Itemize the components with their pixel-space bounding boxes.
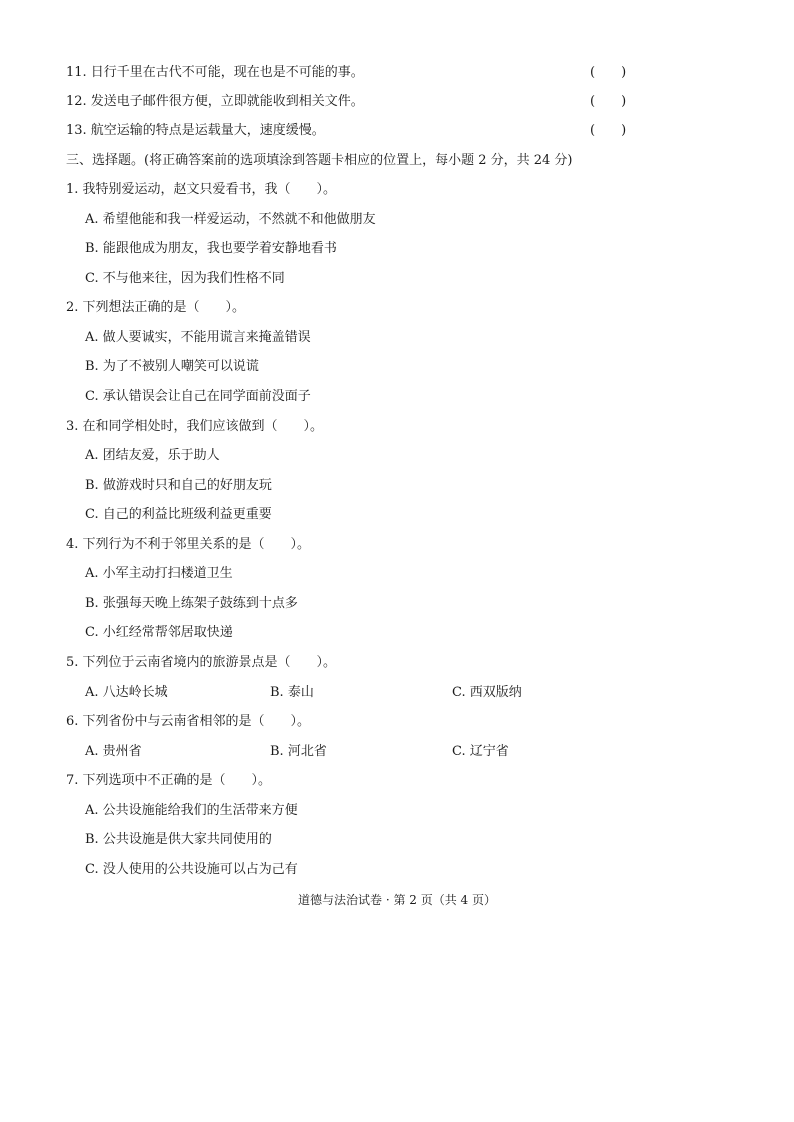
question-3-stem: 3. 在和同学相处时，我们应该做到（ ）。	[66, 419, 324, 434]
question-1-option-c: C. 不与他来往，因为我们性格不同	[85, 271, 285, 286]
question-6-option-a: A. 贵州省	[85, 744, 142, 759]
question-6-option-b: B. 河北省	[270, 744, 327, 759]
question-4-stem: 4. 下列行为不利于邻里关系的是（ ）。	[66, 537, 311, 552]
question-6-option-c: C. 辽宁省	[452, 744, 509, 759]
judge-item-11: 11. 日行千里在古代不可能，现在也是不可能的事。	[66, 65, 364, 80]
question-3-option-b: B. 做游戏时只和自己的好朋友玩	[85, 478, 272, 493]
question-7-option-c: C. 没人使用的公共设施可以占为己有	[85, 862, 298, 877]
question-4-option-b: B. 张强每天晚上练架子鼓练到十点多	[85, 596, 298, 611]
question-5-stem: 5. 下列位于云南省境内的旅游景点是（ ）。	[66, 655, 337, 670]
page-footer: 道德与法治试卷 · 第 2 页（共 4 页）	[298, 893, 496, 907]
question-7-option-a: A. 公共设施能给我们的生活带来方便	[85, 803, 298, 818]
judge-item-13: 13. 航空运输的特点是运载量大，速度缓慢。	[66, 123, 325, 138]
question-7-option-b: B. 公共设施是供大家共同使用的	[85, 832, 272, 847]
question-1-stem: 1. 我特别爱运动，赵文只爱看书，我（ ）。	[66, 182, 337, 197]
question-5-option-b: B. 泰山	[270, 685, 314, 700]
question-2-option-a: A. 做人要诚实，不能用谎言来掩盖错误	[85, 330, 311, 345]
question-6-stem: 6. 下列省份中与云南省相邻的是（ ）。	[66, 714, 311, 729]
question-2-stem: 2. 下列想法正确的是（ ）。	[66, 300, 246, 315]
judge-blank-13: ( )	[590, 123, 627, 138]
question-3-option-c: C. 自己的利益比班级利益更重要	[85, 507, 272, 522]
question-4-option-c: C. 小红经常帮邻居取快递	[85, 625, 233, 640]
judge-item-12: 12. 发送电子邮件很方便，立即就能收到相关文件。	[66, 94, 364, 109]
judge-blank-11: ( )	[590, 65, 627, 80]
question-2-option-b: B. 为了不被别人嘲笑可以说谎	[85, 359, 259, 374]
question-1-option-a: A. 希望他能和我一样爱运动，不然就不和他做朋友	[85, 212, 376, 227]
judge-blank-12: ( )	[590, 94, 627, 109]
question-5-option-a: A. 八达岭长城	[85, 685, 168, 700]
question-2-option-c: C. 承认错误会让自己在同学面前没面子	[85, 389, 311, 404]
question-1-option-b: B. 能跟他成为朋友，我也要学着安静地看书	[85, 241, 337, 256]
question-3-option-a: A. 团结友爱，乐于助人	[85, 448, 220, 463]
question-5-option-c: C. 西双版纳	[452, 685, 522, 700]
question-7-stem: 7. 下列选项中不正确的是（ ）。	[66, 773, 272, 788]
question-4-option-a: A. 小军主动打扫楼道卫生	[85, 566, 233, 581]
section-title: 三、选择题。(将正确答案前的选项填涂到答题卡相应的位置上，每小题 2 分，共 24 分)	[66, 153, 573, 168]
